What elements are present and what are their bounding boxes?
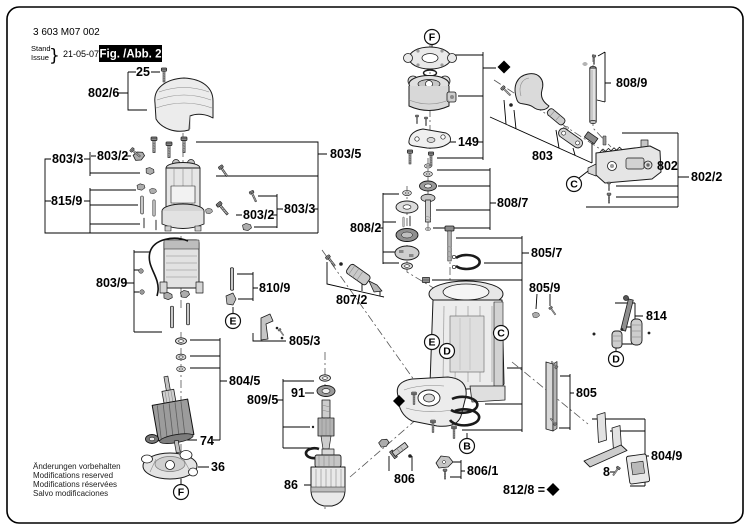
ref-letter-f-top bbox=[425, 30, 440, 45]
note-fr: Modifications réservées bbox=[33, 480, 118, 489]
part-label-815-9: 815/9 bbox=[51, 194, 83, 208]
part-label-802-2: 802/2 bbox=[691, 170, 723, 184]
ref-letter-c-topright bbox=[567, 177, 582, 192]
svg-text:C: C bbox=[570, 178, 578, 191]
part-label-86: 86 bbox=[284, 478, 298, 492]
washer-74-drawing bbox=[146, 435, 159, 444]
part-label-803-5: 803/5 bbox=[330, 147, 362, 161]
ref-letter-f-bottom bbox=[174, 485, 189, 500]
ref-letter-e-body bbox=[425, 335, 440, 350]
part-label-805-9: 805/9 bbox=[529, 281, 561, 295]
part-label-807-2: 807/2 bbox=[336, 293, 368, 307]
part-label-803-3-right: 803/3 bbox=[284, 202, 316, 216]
document-part-number: 3 603 M07 002 bbox=[33, 27, 100, 38]
part-label-149: 149 bbox=[458, 135, 479, 149]
ref-letter-d-body bbox=[440, 344, 455, 359]
part-label-806-1: 806/1 bbox=[467, 464, 499, 478]
ref-letter-d-right bbox=[609, 352, 624, 367]
motor-housing-drawing bbox=[162, 160, 204, 232]
svg-text:E: E bbox=[229, 315, 237, 328]
svg-text:D: D bbox=[612, 353, 620, 366]
brace-glyph: } bbox=[49, 46, 60, 66]
cover-strip-drawing bbox=[546, 360, 558, 431]
part-label-803-2-right: 803/2 bbox=[243, 208, 275, 222]
issue-label: Issue bbox=[31, 53, 49, 62]
part-label-805-7: 805/7 bbox=[531, 246, 563, 260]
part-label-810-9: 810/9 bbox=[259, 281, 291, 295]
issue-date: 21-05-07 bbox=[63, 49, 100, 59]
svg-text:D: D bbox=[443, 345, 451, 358]
part-label-8: 8 bbox=[603, 465, 610, 479]
part-label-804-5: 804/5 bbox=[229, 374, 261, 388]
ref-letter-c-body bbox=[494, 326, 509, 341]
stand-label: Stand bbox=[31, 44, 51, 53]
svg-text:F: F bbox=[177, 486, 185, 499]
figure-label: Fig. /Abb. 2 bbox=[99, 48, 162, 61]
part-label-808-7: 808/7 bbox=[497, 196, 529, 210]
part-label-805-3: 805/3 bbox=[289, 334, 321, 348]
part-label-74: 74 bbox=[200, 434, 214, 448]
part-label-25: 25 bbox=[136, 65, 150, 79]
note-en: Modifications reserved bbox=[33, 471, 114, 480]
svg-text:F: F bbox=[428, 31, 436, 44]
part-label-803-9: 803/9 bbox=[96, 276, 128, 290]
legend-equivalence: 812/8 = bbox=[503, 483, 546, 497]
note-es: Salvo modificaciones bbox=[33, 489, 109, 498]
part-label-814: 814 bbox=[646, 309, 667, 323]
chuck-drawing bbox=[311, 449, 345, 506]
svg-text:E: E bbox=[428, 336, 436, 349]
figure-badge bbox=[99, 45, 162, 62]
ref-letter-e-left bbox=[226, 314, 241, 329]
part-label-808-2: 808/2 bbox=[350, 221, 382, 235]
part-label-802: 802 bbox=[657, 159, 678, 173]
ref-letter-b bbox=[460, 439, 475, 454]
part-label-805: 805 bbox=[576, 386, 597, 400]
part-label-804-9: 804/9 bbox=[651, 449, 683, 463]
svg-text:B: B bbox=[463, 440, 471, 453]
note-de: Änderungen vorbehalten bbox=[33, 462, 121, 471]
part-label-802-6: 802/6 bbox=[88, 86, 120, 100]
svg-text:C: C bbox=[497, 327, 505, 340]
part-label-806: 806 bbox=[394, 472, 415, 486]
part-label-803: 803 bbox=[532, 149, 553, 163]
part-label-809-5: 809/5 bbox=[247, 393, 279, 407]
part-label-91: 91 bbox=[291, 386, 305, 400]
part-label-36: 36 bbox=[211, 460, 225, 474]
part-label-803-2-left: 803/2 bbox=[97, 149, 129, 163]
part-label-803-3-left: 803/3 bbox=[52, 152, 84, 166]
part-label-808-9: 808/9 bbox=[616, 76, 648, 90]
